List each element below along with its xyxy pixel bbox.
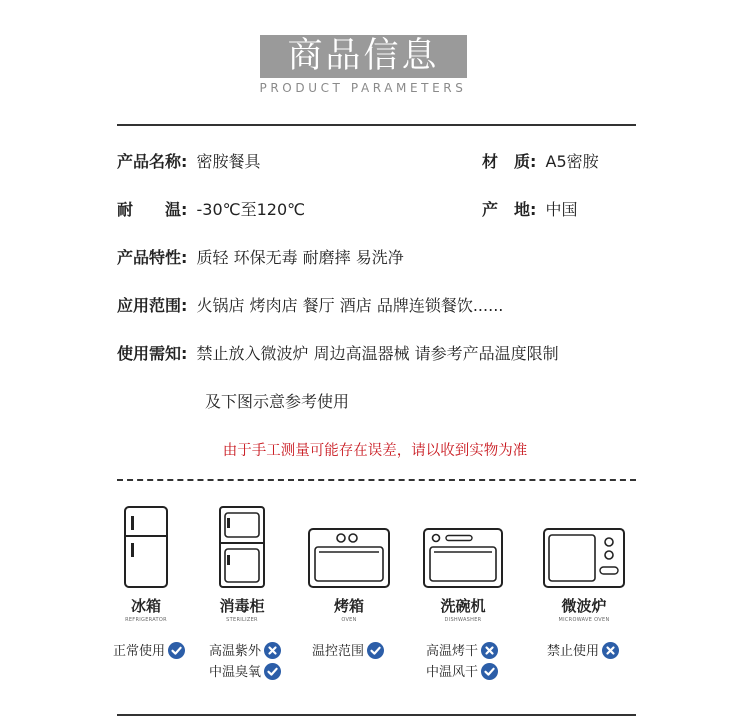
measurement-notice: 由于手工测量可能存在误差，请以收到实物为准: [222, 443, 528, 459]
spec-row-temperature: [117, 200, 305, 220]
dashed-divider: [117, 479, 636, 481]
page-title: 商品信息: [260, 35, 467, 78]
spec-row-name: [117, 152, 261, 172]
spec-notes-value-line2: 及下图示意参考使用: [205, 392, 350, 411]
spec-scope-label: 应用范围:: [117, 296, 188, 315]
spec-row-origin: [482, 200, 578, 220]
appliance-name: 消毒柜: [219, 597, 265, 615]
spec-material-label: 材 质:: [482, 152, 537, 171]
sterilizer-statuses: [209, 643, 281, 685]
spec-material-value: A5密胺: [545, 152, 599, 171]
refrigerator-icon: [123, 505, 169, 589]
page-subtitle: PRODUCT PARAMETERS: [259, 81, 467, 95]
top-divider: [117, 124, 636, 126]
spec-name-value: 密胺餐具: [196, 152, 261, 171]
spec-temperature-value: -30℃至120℃: [196, 200, 306, 219]
cross-icon: [602, 642, 619, 659]
bottom-divider: [117, 714, 636, 716]
status-item: 高温紫外: [209, 643, 281, 661]
check-icon: [481, 663, 498, 680]
oven-statuses: [312, 643, 384, 664]
spec-features-value: 质轻 环保无毒 耐磨摔 易洗净: [196, 248, 404, 267]
spec-features-label: 产品特性:: [117, 248, 188, 267]
appliance-dishwasher: [403, 505, 523, 625]
appliance-en-name: OVEN: [341, 617, 357, 623]
spec-origin-label: 产 地:: [482, 200, 537, 219]
spec-notes-label: 使用需知:: [117, 344, 188, 363]
check-icon: [168, 642, 185, 659]
sterilizer-icon: [218, 505, 266, 589]
cross-icon: [264, 642, 281, 659]
dishwasher-statuses: [426, 643, 498, 685]
appliance-en-name: REFRIGERATOR: [125, 617, 167, 623]
spec-notes-value-line1: 禁止放入微波炉 周边高温器械 请参考产品温度限制: [196, 344, 559, 363]
appliance-sterilizer: [182, 505, 302, 625]
refrigerator-statuses: [113, 643, 185, 664]
oven-icon: [307, 527, 391, 589]
spec-row-features: [117, 248, 404, 268]
spec-origin-value: 中国: [545, 200, 578, 219]
spec-scope-value: 火锅店 烤肉店 餐厅 酒店 品牌连锁餐饮......: [196, 296, 504, 315]
status-item: 温控范围: [312, 643, 384, 661]
appliance-name: 冰箱: [130, 597, 161, 615]
appliance-en-name: MICROWAVE OVEN: [558, 617, 610, 623]
appliance-en-name: STERILIZER: [226, 617, 258, 623]
appliance-microwave: [524, 505, 644, 625]
spec-row-material: [482, 152, 599, 172]
status-item: 正常使用: [113, 643, 185, 661]
appliance-oven: [289, 505, 409, 625]
spec-row-scope: [117, 296, 503, 316]
appliance-name: 洗碗机: [440, 597, 486, 615]
status-item: 中温风干: [426, 664, 498, 682]
cross-icon: [481, 642, 498, 659]
appliance-en-name: DISHWASHER: [444, 617, 482, 623]
microwave-icon: [542, 527, 626, 589]
appliance-name: 烤箱: [333, 597, 364, 615]
spec-row-notes: [117, 344, 559, 364]
status-item: 中温臭氧: [209, 664, 281, 682]
dishwasher-icon: [422, 527, 504, 589]
spec-name-label: 产品名称:: [117, 152, 188, 171]
microwave-statuses: [547, 643, 619, 664]
status-item: 禁止使用: [547, 643, 619, 661]
appliance-name: 微波炉: [561, 597, 607, 615]
check-icon: [367, 642, 384, 659]
status-item: 高温烤干: [426, 643, 498, 661]
spec-temperature-label: 耐 温:: [117, 200, 188, 219]
check-icon: [264, 663, 281, 680]
